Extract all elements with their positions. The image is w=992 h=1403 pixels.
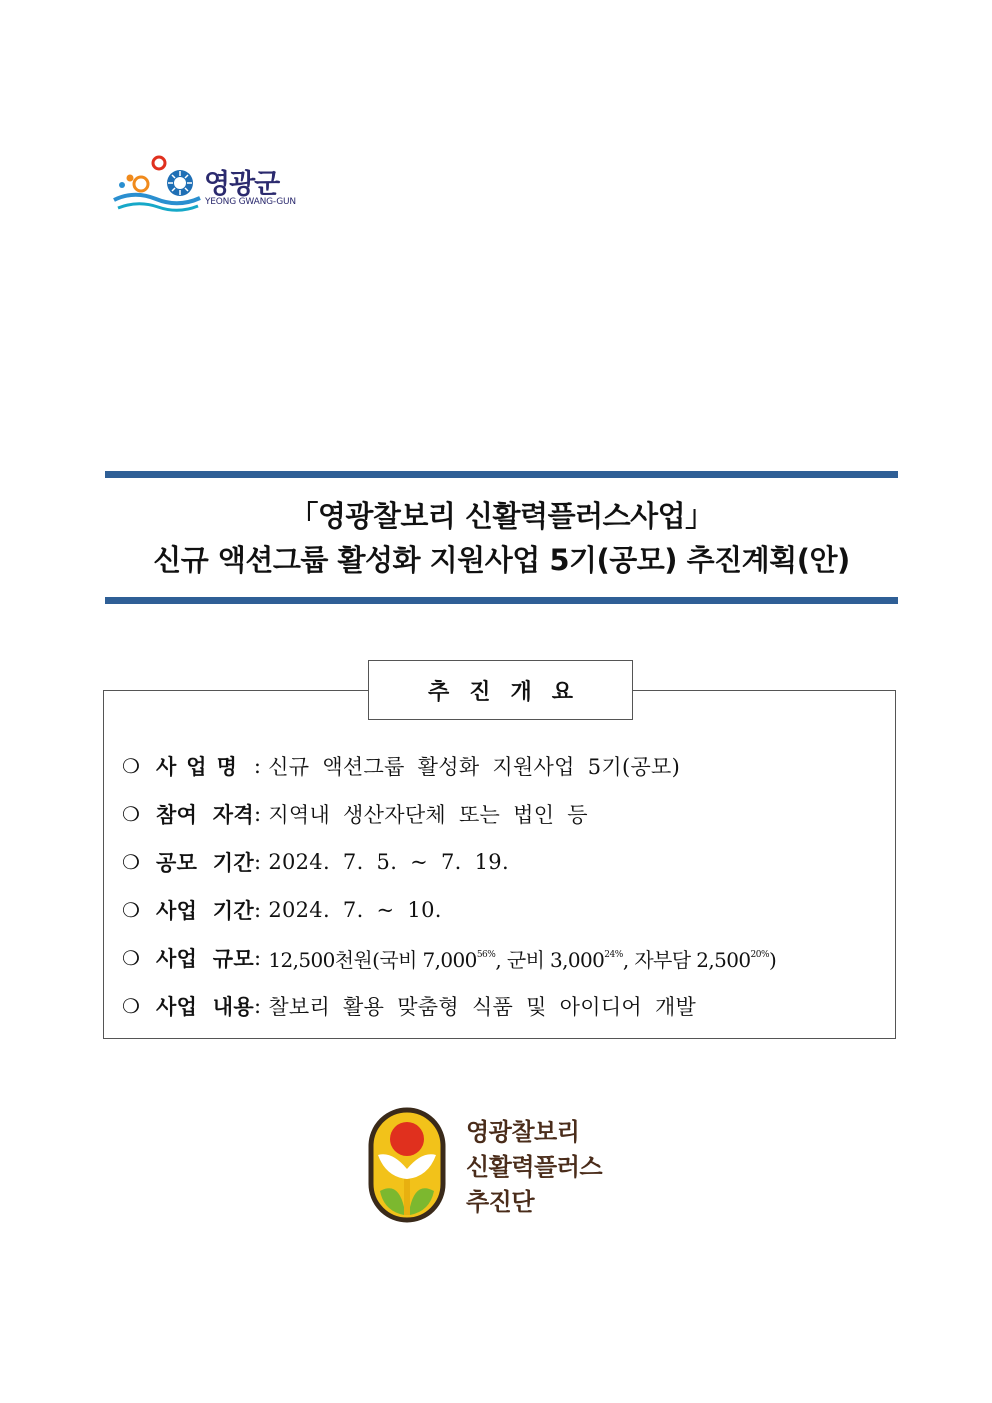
document-title-line2: 신규 액션그룹 활성화 지원사업 5기(공모) 추진계획(안) bbox=[153, 543, 850, 577]
item-label: 사업 규모 bbox=[156, 946, 254, 971]
list-item bbox=[122, 886, 892, 934]
item-label: 참여 자격 bbox=[156, 802, 254, 827]
item-separator: : bbox=[253, 850, 269, 874]
item-separator: : bbox=[253, 946, 269, 970]
item-label: 사업명 bbox=[156, 754, 247, 779]
item-label: 사업 기간 bbox=[156, 898, 254, 923]
county-name: 영광군 bbox=[204, 169, 280, 200]
item-separator: : bbox=[253, 994, 269, 1018]
item-separator: : bbox=[246, 754, 269, 778]
yeonggwang-county-logo bbox=[112, 154, 312, 216]
circle-bullet-icon: ❍ bbox=[122, 802, 141, 826]
county-name-english: YEONG GWANG-GUN bbox=[205, 197, 296, 207]
county-share: 24% bbox=[604, 949, 623, 960]
list-item bbox=[122, 790, 892, 838]
circle-bullet-icon: ❍ bbox=[122, 754, 141, 778]
team-name-line3: 추진단 bbox=[466, 1188, 535, 1216]
list-item bbox=[122, 982, 892, 1030]
item-label: 사업 내용 bbox=[156, 994, 254, 1019]
budget-total-national: 12,500천원(국비 7,000 bbox=[268, 947, 477, 972]
list-item bbox=[122, 742, 892, 790]
item-separator: : bbox=[253, 802, 269, 826]
barley-emblem-icon bbox=[368, 1107, 448, 1225]
circle-bullet-icon: ❍ bbox=[122, 946, 141, 970]
budget-value bbox=[268, 944, 776, 973]
item-value: 신규 액션그룹 활성화 지원사업 5기(공모) bbox=[268, 755, 681, 779]
self-share: 20% bbox=[750, 949, 770, 960]
list-item bbox=[122, 838, 892, 886]
item-value: 찰보리 활용 맞춤형 식품 및 아이디어 개발 bbox=[268, 995, 697, 1019]
item-separator: : bbox=[253, 898, 269, 922]
project-team-name bbox=[466, 1115, 602, 1220]
list-item bbox=[122, 934, 892, 982]
national-share: 56% bbox=[476, 949, 496, 960]
item-value: 2024. 7. 5. ~ 7. 19. bbox=[268, 850, 509, 874]
county-emblem-icon bbox=[112, 154, 202, 216]
title-bottom-rule bbox=[105, 597, 898, 604]
item-value: 2024. 7. ~ 10. bbox=[268, 898, 442, 922]
team-name-line1: 영광찰보리 bbox=[466, 1118, 580, 1146]
document-title-line1: 「영광찰보리 신활력플러스사업」 bbox=[289, 499, 714, 533]
team-name-line2: 신활력플러스 bbox=[466, 1153, 603, 1181]
barley-project-logo bbox=[368, 1107, 648, 1225]
budget-self: , 자부담 2,500 bbox=[622, 947, 751, 972]
circle-bullet-icon: ❍ bbox=[122, 994, 141, 1018]
circle-bullet-icon: ❍ bbox=[122, 850, 141, 874]
item-value: 지역내 생산자단체 또는 법인 등 bbox=[268, 803, 588, 827]
title-top-rule bbox=[105, 471, 898, 478]
budget-close: ) bbox=[769, 947, 777, 972]
overview-heading: 추진개요 bbox=[368, 660, 633, 720]
item-label: 공모 기간 bbox=[156, 850, 254, 875]
overview-list bbox=[122, 742, 892, 1030]
circle-bullet-icon: ❍ bbox=[122, 898, 141, 922]
budget-county: , 군비 3,000 bbox=[495, 947, 605, 972]
